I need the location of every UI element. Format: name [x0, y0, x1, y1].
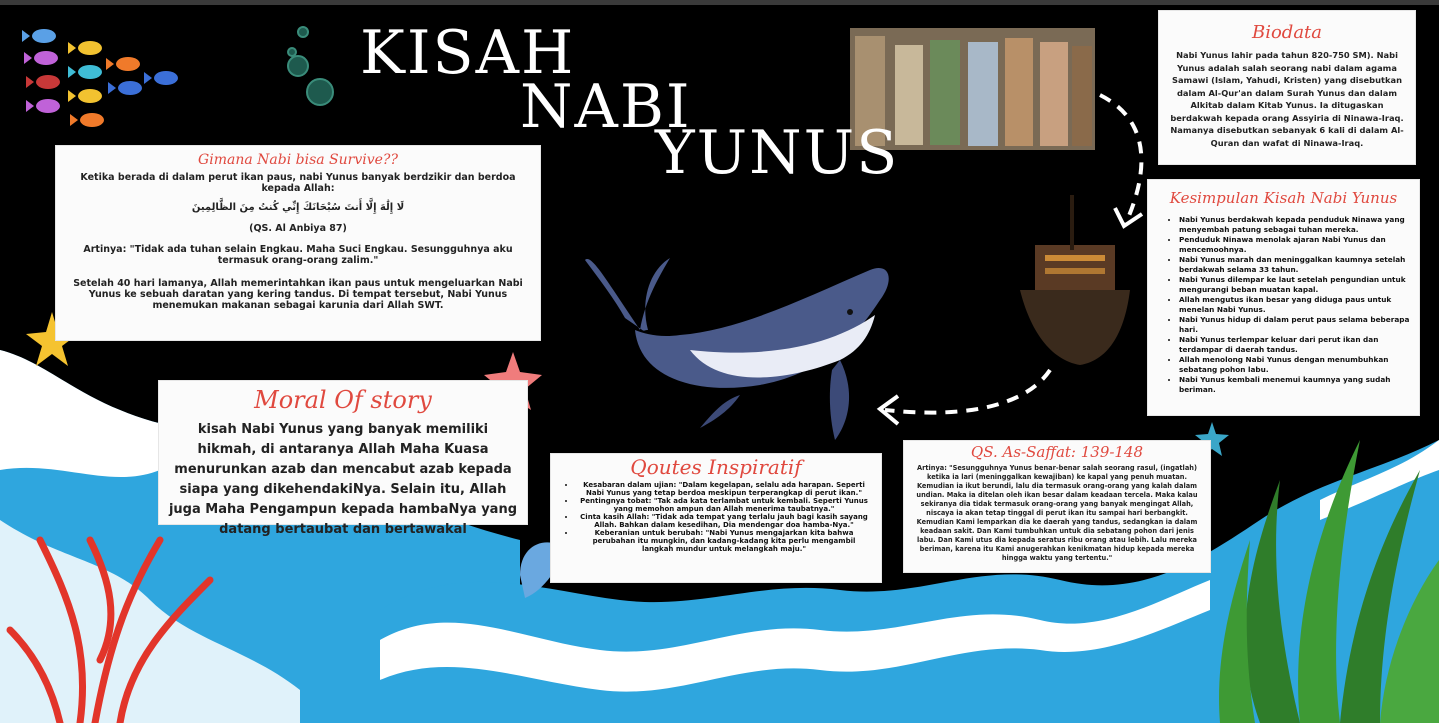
- ship-illustration: [1020, 195, 1130, 365]
- dashed-arrow-bottom: [885, 370, 1050, 413]
- kesimpulan-item: • Nabi Yunus dilempar ke laut setelah pengundian untuk mengurangi beban muatan kapal.: [1179, 275, 1412, 295]
- survive-reference: (QS. Al Anbiya 87): [249, 223, 347, 234]
- kesimpulan-item: • Nabi Yunus terlempar keluar dari perut ikan dan terdampar di daerah tandus.: [1179, 335, 1412, 355]
- biodata-text: Nabi Yunus lahir pada tahun 820-750 SM). Nabi Yunus adalah salah seorang nabi dalam agama Samawi (Islam, Yahudi, Kristen) yang disebutkan dalam Al-Qur'an dalam Surah Yunus dan dalam Alkitab dalam Kitab Yunus. Ia ditugaskan berdakwah kepada orang Assyiria di Ninawa-Iraq. Namanya disebutkan sebanyak 6 kali di dalam Al-Quran dan wafat di Ninawa-Iraq.: [1170, 50, 1404, 148]
- moral-card: [158, 380, 528, 537]
- quotes-card: [550, 453, 882, 583]
- whale-illustration: [585, 258, 889, 440]
- title-line-2: NABI: [520, 72, 692, 142]
- bubbles: [288, 27, 333, 105]
- biodata-heading: Biodata: [1251, 22, 1323, 43]
- saffat-text: Artinya: "Sesungguhnya Yunus benar-benar salah seorang rasul, (ingatlah) ketika ia lari (meninggalkan kewajiban) ke kapal yang penuh muatan. Kemudian ia ikut berundi, lalu dia termasuk orang-orang yang kalah dalam undian. Maka ia ditelan oleh ikan besar dalam keadaan tercela. Maka kalau sekiranya dia tidak termasuk orang-orang yang banyak mengingat Allah, niscaya ia akan tetap tinggal di perut ikan itu sampai hari berbangkit. Kemudian Kami lemparkan dia ke daerah yang tandus, sedangkan ia dalam keadaan sakit. Dan Kami tumbuhkan untuk dia sebatang pohon dari jenis labu. Dan Kami utus dia kepada seratus ribu orang atau lebih. Lalu mereka beriman, karena itu Kami anugerahkan kenikmatan hidup kepada mereka hingga waktu yang tertentu.": [916, 464, 1198, 562]
- survive-arabic: لَا إِلَٰهَ إِلَّا أَنتَ سُبْحَانَكَ إِنِّي كُنتُ مِنَ الظَّالِمِينَ: [191, 202, 405, 213]
- quote-item: • Keberanian untuk berubah: "Nabi Yunus mengajarkan kita bahwa perubahan itu mungkin, dan kadang-kadang kita perlu mengambil langkah mundur untuk melangkah maju.": [576, 529, 872, 553]
- fish-school: [22, 29, 178, 127]
- kesimpulan-item: • Nabi Yunus kembali menemui kaumnya yang sudah beriman.: [1179, 375, 1412, 395]
- kesimpulan-heading: Kesimpulan Kisah Nabi Yunus: [1169, 189, 1398, 207]
- title-line-1: KISAH: [360, 18, 576, 88]
- title-line-3: YUNUS: [655, 118, 900, 188]
- kesimpulan-item: • Nabi Yunus marah dan meninggalkan kaumnya setelah berdakwah selama 33 tahun.: [1179, 255, 1412, 275]
- survive-intro: Ketika berada di dalam perut ikan paus, nabi Yunus banyak berdzikir dan berdoa kepada Allah:: [80, 172, 516, 194]
- kesimpulan-item: • Allah menolong Nabi Yunus dengan menumbuhkan sebatang pohon labu.: [1179, 355, 1412, 375]
- kesimpulan-list: [1165, 215, 1412, 395]
- survive-after: Setelah 40 hari lamanya, Allah memerintahkan ikan paus untuk mengeluarkan Nabi Yunus ke sebuah daratan yang kering tandus. Di tempat tersebut, Nabi Yunus menemukan makanan sebagai karunia dari Allah SWT.: [73, 278, 523, 311]
- survive-card: [55, 145, 541, 341]
- biodata-card: [1158, 10, 1416, 165]
- quotes-heading: Qoutes Inspiratif: [630, 455, 802, 479]
- quotes-list: [562, 481, 872, 553]
- quote-item: • Pentingnya tobat: "Tak ada kata terlambat untuk kembali. Seperti Yunus yang memohon ampun dan Allah menerima taubatnya.": [576, 497, 872, 513]
- survive-meaning: Artinya: "Tidak ada tuhan selain Engkau. Maha Suci Engkau. Sesungguhnya aku termasuk orang-orang zalim.": [83, 244, 513, 266]
- kesimpulan-item: • Nabi Yunus berdakwah kepada penduduk Ninawa yang menyembah patung sebagai tuhan mereka.: [1179, 215, 1412, 235]
- moral-heading: Moral Of story: [254, 386, 432, 414]
- moral-text: kisah Nabi Yunus yang banyak memiliki hikmah, di antaranya Allah Maha Kuasa menurunkan azab dan mencabut azab kepada siapa yang dikehendakiNya. Selain itu, Allah juga Maha Pengampun kepada hambaNya yang datang bertaubat dan bertawakal: [168, 422, 518, 537]
- quote-item: • Kesabaran dalam ujian: "Dalam kegelapan, selalu ada harapan. Seperti Nabi Yunus yang tetap berdoa meskipun terperangkap di perut ikan.": [576, 481, 872, 497]
- dashed-arrow-top: [1100, 95, 1141, 225]
- survive-heading: Gimana Nabi bisa Survive??: [198, 152, 398, 168]
- kesimpulan-card: [1147, 179, 1420, 416]
- quote-item: • Cinta kasih Allah: "Tidak ada tempat yang terlalu jauh bagi kasih sayang Allah. Bahkan dalam kesedihan, Dia mendengar doa hamba-Nya.": [576, 513, 872, 529]
- kesimpulan-item: • Nabi Yunus hidup di dalam perut paus selama beberapa hari.: [1179, 315, 1412, 335]
- saffat-heading: QS. As-Saffat: 139-148: [970, 443, 1144, 461]
- kesimpulan-item: • Penduduk Ninawa menolak ajaran Nabi Yunus dan mencemoohnya.: [1179, 235, 1412, 255]
- saffat-card: [903, 440, 1211, 573]
- kesimpulan-item: • Allah mengutus ikan besar yang diduga paus untuk menelan Nabi Yunus.: [1179, 295, 1412, 315]
